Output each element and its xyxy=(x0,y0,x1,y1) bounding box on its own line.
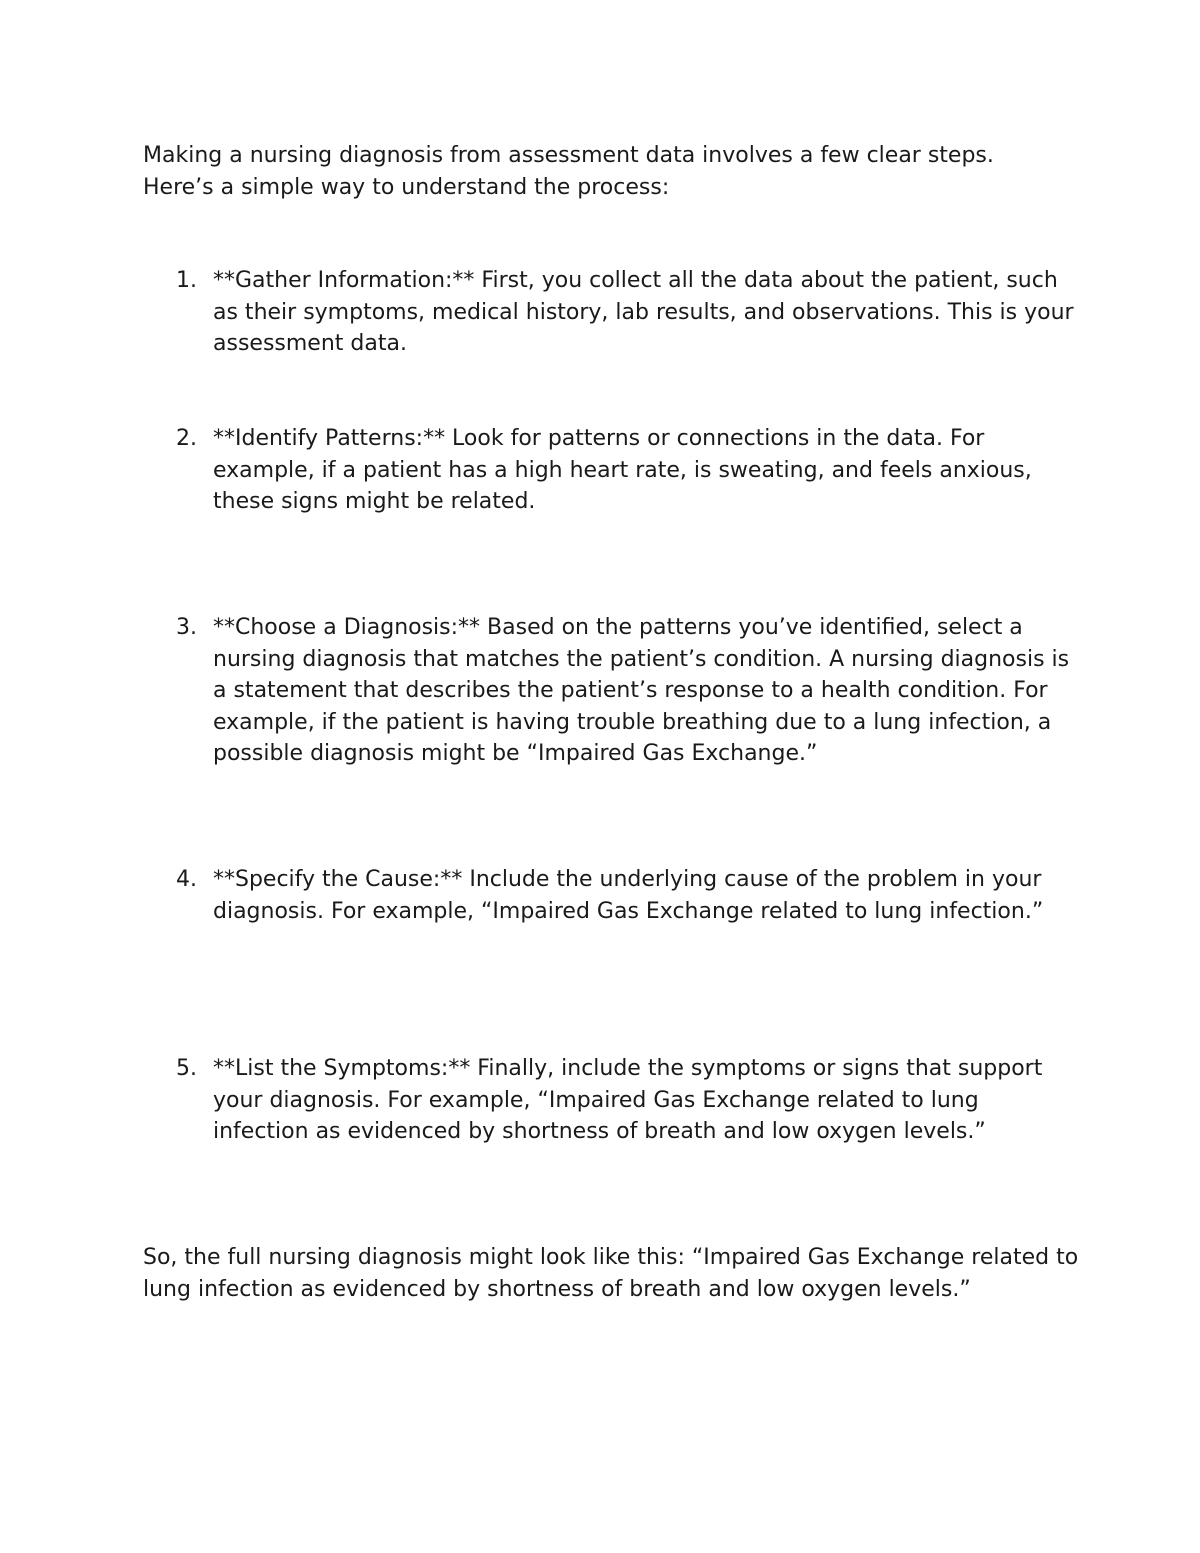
list-number: 2. xyxy=(176,426,197,451)
list-item-text: **List the Symptoms:** Finally, include the symptoms or signs that support your diagnosis. For example, “Impaired Gas Exchange related to lung infection as evidenced by shortness of breath and low oxygen levels.” xyxy=(213,1056,1043,1144)
intro-line-1: Making a nursing diagnosis from assessment data involves a few clear steps. xyxy=(143,143,994,168)
intro-line-2: Here’s a simple way to understand the process: xyxy=(143,174,670,200)
closing-paragraph: So, the full nursing diagnosis might look like this: “Impaired Gas Exchange related to lung infection as evidenced by shortness of breath and low oxygen levels.” xyxy=(143,1245,1079,1302)
list-item xyxy=(176,1053,1076,1148)
list-number: 5. xyxy=(176,1056,197,1081)
list-number: 1. xyxy=(176,268,197,293)
list-number: 4. xyxy=(176,867,197,892)
list-number: 3. xyxy=(176,615,197,640)
list-item xyxy=(176,423,1076,518)
list-item-text: **Choose a Diagnosis:** Based on the patterns you’ve identified, select a nursing diagnosis that matches the patient’s condition. A nursing diagnosis is a statement that describes the patient’s response to a health condition. For example, if the patient is having trouble breathing due to a lung infection, a possible diagnosis might be “Impaired Gas Exchange.” xyxy=(213,615,1070,766)
list-item xyxy=(176,864,1076,927)
list-item xyxy=(176,612,1076,770)
list-item-text: **Specify the Cause:** Include the underlying cause of the problem in your diagnosis. For example, “Impaired Gas Exchange related to lung infection.” xyxy=(213,867,1044,924)
list-item-text: **Gather Information:** First, you collect all the data about the patient, such as their symptoms, medical history, lab results, and observations. This is your assessment data. xyxy=(213,268,1074,356)
intro-paragraph xyxy=(143,140,1083,203)
list-item-text: **Identify Patterns:** Look for patterns or connections in the data. For example, if a patient has a high heart rate, is sweating, and feels anxious, these signs might be related. xyxy=(213,426,1032,514)
list-item xyxy=(176,265,1076,360)
